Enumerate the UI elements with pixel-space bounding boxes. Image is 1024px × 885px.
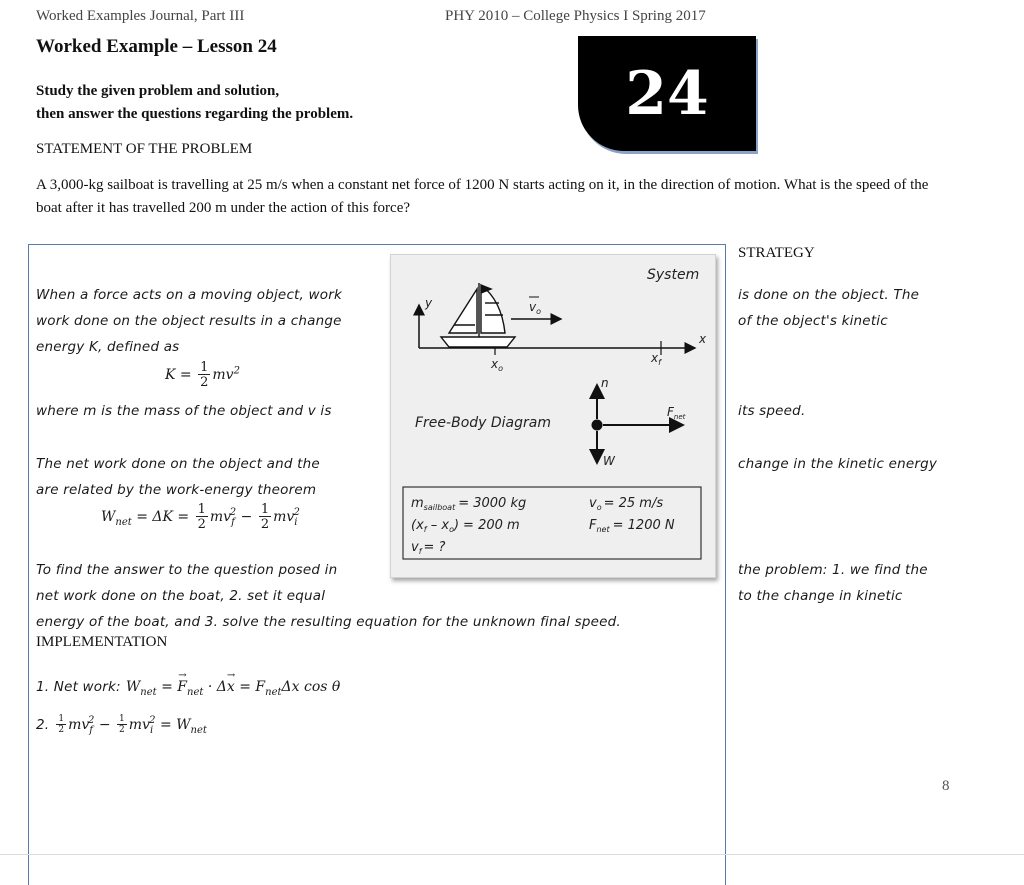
given-displacement: $(x_f - x_o) = 200$ m: [411, 518, 520, 534]
strategy-line-1: When a force acts on a moving object, work: [36, 287, 343, 303]
strategy-line-2: work done on the object results in a change: [36, 313, 342, 329]
instructions-line-2: then answer the questions regarding the problem.: [36, 106, 354, 122]
page-bottom-divider: [0, 854, 1024, 855]
x-axis-label: x: [699, 332, 707, 346]
instructions-line-1: Study the given problem and solution,: [36, 83, 280, 99]
work-energy-equation: $W_{net} = \Delta K$ = $\frac{1}{2}$ $mv_f^2$ − $\frac{1}{2}$ $mv_i^2$: [101, 502, 300, 532]
implementation-step-1: 1. Net work: $W_{net} = F$ → $_{net}$ · Δx → = $F_{net}\Delta x$ cos θ: [36, 670, 341, 698]
strategy-line-8-continued: to the change in kinetic: [738, 588, 903, 604]
kinetic-energy-equation: K = $\frac{1}{2}$ $mv^2$: [165, 360, 240, 390]
strategy-line-5-continued: change in the kinetic energy: [738, 456, 938, 472]
xf-label: $x_f$: [651, 351, 661, 367]
given-initial-velocity: $v_o = 25$ m/s: [589, 496, 664, 512]
statement-heading: STATEMENT OF THE PROBLEM: [36, 141, 253, 157]
strategy-heading: STRATEGY: [738, 245, 815, 261]
page-number: 8: [942, 778, 950, 794]
system-label: System: [647, 267, 700, 283]
strategy-line-8: net work done on the boat, 2. set it equal: [36, 588, 326, 604]
strategy-line-6: are related by the work-energy theorem: [36, 482, 317, 498]
strategy-line-9: energy of the boat, and 3. solve the resulting equation for the unknown final speed.: [36, 614, 621, 630]
page-title: Worked Example – Lesson 24: [36, 36, 277, 57]
fbd-body-dot: [592, 420, 603, 431]
figure-panel: [390, 254, 716, 578]
system-diagram: [391, 255, 715, 577]
implementation-step-2: 2. $\frac{1}{2}$ $mv_f^2$ − $\frac{1}{2}$ $mv_i^2 = W_{net}$: [36, 714, 207, 736]
normal-force-label: n: [601, 376, 609, 390]
v0-label: $v_o$: [529, 300, 542, 316]
strategy-line-1-continued: is done on the object. The: [738, 287, 920, 303]
journal-header: Worked Examples Journal, Part III: [36, 8, 245, 24]
net-force-label: $F_{net}$: [667, 405, 686, 421]
problem-statement: A 3,000-kg sailboat is travelling at 25 m/s when a constant net force of 1200 N starts acting on it, in the direction of motion. What is the speed of the boat after it has travelled 200 m under the action of this force?: [36, 177, 929, 216]
given-mass: $m_{sailboat} = 3000$ kg: [411, 496, 527, 512]
instructions: [36, 80, 353, 126]
weight-label: W: [603, 454, 615, 468]
strategy-line-4-continued: its speed.: [738, 403, 806, 419]
lesson-number-badge: 24: [578, 36, 756, 151]
sailboat-icon: [441, 283, 515, 347]
given-final-velocity: $v_f$ = ?: [411, 540, 446, 556]
strategy-line-5: The net work done on the object and the: [36, 456, 320, 472]
fbd-label: Free-Body Diagram: [415, 415, 551, 431]
x0-label: $x_o$: [491, 357, 504, 373]
y-axis-label: y: [425, 296, 433, 310]
strategy-line-4: where m is the mass of the object and v is: [36, 403, 332, 419]
course-header: PHY 2010 – College Physics I Spring 2017: [445, 8, 706, 24]
strategy-line-7: To find the answer to the question posed in: [36, 562, 338, 578]
strategy-line-7-continued: the problem: 1. we find the: [738, 562, 928, 578]
implementation-heading: IMPLEMENTATION: [36, 634, 168, 650]
given-net-force: $F_{net} = 1200$ N: [589, 518, 675, 534]
strategy-line-3: energy K, defined as: [36, 339, 180, 355]
strategy-line-2-continued: of the object's kinetic: [738, 313, 888, 329]
